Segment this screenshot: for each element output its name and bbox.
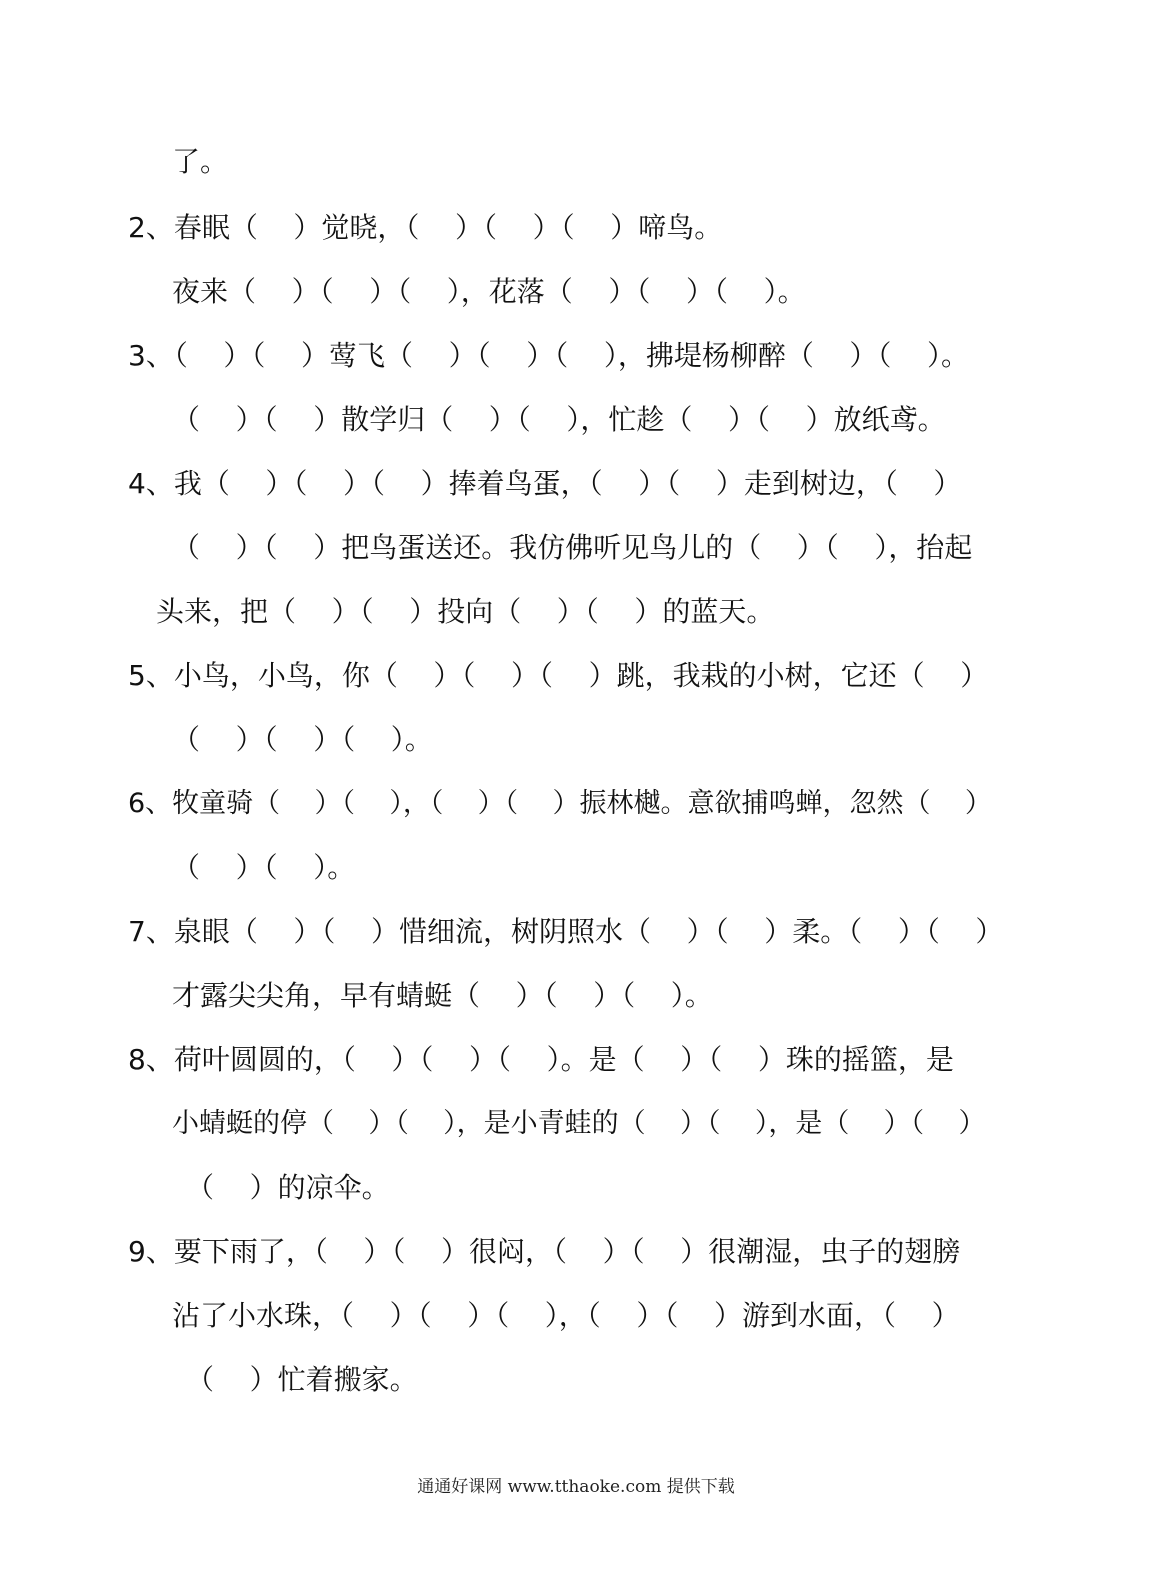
text-line-15: 8、荷叶圆圆的，（ ）（ ）（ ）。是（ ）（ ）珠的摇篮，是: [128, 1043, 954, 1076]
text-line-17: （ ）的凉伞。: [186, 1171, 390, 1204]
text-line-20: （ ）忙着搬家。: [186, 1363, 418, 1396]
text-line-5: （ ）（ ）散学归（ ）（ ），忙趁（ ）（ ）放纸鸢。: [172, 403, 946, 436]
text-line-3: 夜来（ ）（ ）（ ），花落（ ）（ ）（ ）。: [172, 275, 806, 308]
text-line-16: 小蜻蜓的停（ ）（ ），是小青蛙的（ ）（ ），是（ ）（ ）: [172, 1108, 986, 1139]
text-line-19: 沾了小水珠，（ ）（ ）（ ），（ ）（ ）游到水面，（ ）: [172, 1299, 960, 1332]
page-footer: 通通好课网 www.tthaoke.com 提供下载: [417, 1477, 735, 1497]
text-line-13: 7、泉眼（ ）（ ）惜细流，树阴照水（ ）（ ）柔。（ ）（ ）: [128, 915, 1004, 948]
text-line-12: （ ）（ ）。: [172, 851, 356, 884]
text-line-7: （ ）（ ）把鸟蛋送还。我仿佛听见鸟儿的（ ）（ ），抬起: [172, 531, 973, 564]
text-line-2: 2、春眠（ ）觉晓，（ ）（ ）（ ）啼鸟。: [128, 211, 723, 244]
text-line-10: （ ）（ ）（ ）。: [172, 723, 433, 756]
text-line-4: 3、（ ）（ ）莺飞（ ）（ ）（ ），拂堤杨柳醉（ ）（ ）。: [128, 339, 970, 372]
text-line-11: 6、牧童骑（ ）（ ），（ ）（ ）振林樾。意欲捕鸣蝉，忽然（ ）: [128, 788, 992, 819]
text-line-9: 5、小鸟，小鸟，你（ ）（ ）（ ）跳，我栽的小树，它还（ ）: [128, 659, 989, 692]
text-line-1: 了。: [172, 145, 229, 178]
text-line-6: 4、我（ ）（ ）（ ）捧着鸟蛋，（ ）（ ）走到树边，（ ）: [128, 467, 962, 500]
text-line-18: 9、要下雨了，（ ）（ ）很闷，（ ）（ ）很潮湿，虫子的翅膀: [128, 1235, 961, 1268]
text-line-8: 头来，把（ ）（ ）投向（ ）（ ）的蓝天。: [156, 595, 775, 628]
text-line-14: 才露尖尖角，早有蜻蜓（ ）（ ）（ ）。: [172, 979, 713, 1012]
